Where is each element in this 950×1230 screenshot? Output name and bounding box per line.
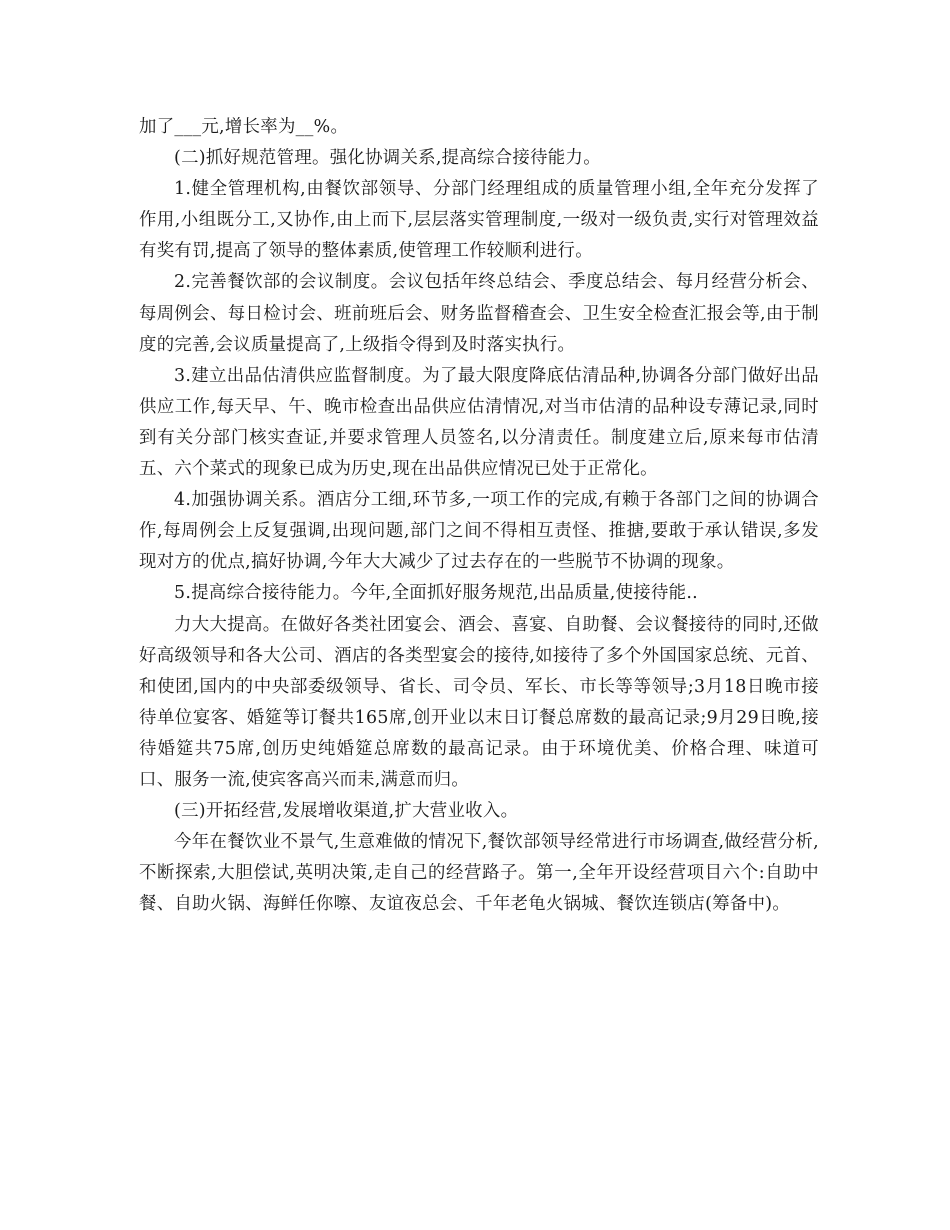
paragraph-item-5-continued: 力大大提高。在做好各类社团宴会、酒会、喜宴、自助餐、会议餐接待的同时,还做好高级领导和各大公司、酒店的各类型宴会的接待,如接待了多个外国国家总统、元首、和使团,国内的中央部委级领导、省长、司令员、军长、市长等等领导;3月18日晚市接待单位宴客、婚筵等订餐共165席,创开业以末日订餐总席数的最高记录;9月29日晚,接待婚筵共75席,创历史纯婚筵总席数的最高记录。由于环境优美、价格合理、味道可口、服务一流,使宾客高兴而耒,满意而归。 bbox=[139, 614, 819, 790]
paragraph-business-expansion: 今年在餐饮业不景气,生意难做的情况下,餐饮部领导经常进行市场调查,做经营分析,不断探索,大胆偿试,英明决策,走自己的经营路子。第一,全年开设经营项目六个:自助中餐、自助火锅、海鲜任你嚓、友谊夜总会、千年老龟火锅城、餐饮连锁店(筹备中)。 bbox=[139, 832, 819, 915]
heading-section-two: (二)抓好规范管理。强化协调关系,提高综合接待能力。 bbox=[174, 148, 601, 169]
document-body bbox=[139, 112, 819, 920]
paragraph-growth-rate: 加了___元,增长率为__%。 bbox=[139, 117, 349, 137]
heading-section-three: (三)开拓经营,发展增收渠道,扩大营业收入。 bbox=[174, 801, 519, 822]
paragraph-item-1: 1.健全管理机构,由餐饮部领导、分部门经理组成的质量管理小组,全年充分发挥了作用,小组既分工,又协作,由上而下,层层落实管理制度,一级对一级负责,实行对管理效益有奖有罚,提高了领导的整体素质,使管理工作较顺利进行。 bbox=[139, 179, 819, 262]
paragraph-item-3: 3.建立出品估清供应监督制度。为了最大限度降底估清品种,协调各分部门做好出品供应工作,每天早、午、晚市检查出品供应估清情况,对当市估清的品种设专薄记录,同时到有关分部门核实查证,并要求管理人员签名,以分清责任。制度建立后,原来每市估清五、六个菜式的现象已成为历史,现在出品供应情况已处于正常化。 bbox=[139, 365, 819, 480]
paragraph-item-5: 5.提高综合接待能力。今年,全面抓好服务规范,出品质量,使接待能.. bbox=[174, 583, 698, 604]
paragraph-item-4: 4.加强协调关系。酒店分工细,环节多,一项工作的完成,有赖于各部门之间的协调合作,每周例会上反复强调,出现问题,部门之间不得相互责怪、推搪,要敢于承认错误,多发现对方的优点,搞好协调,今年大大减少了过去存在的一些脱节不协调的现象。 bbox=[139, 490, 819, 573]
paragraph-item-2: 2.完善餐饮部的会议制度。会议包括年终总结会、季度总结会、每月经营分析会、每周例会、每日检讨会、班前班后会、财务监督稽查会、卫生安全检查汇报会等,由于制度的完善,会议质量提高了,上级指令得到及时落实执行。 bbox=[139, 272, 819, 355]
